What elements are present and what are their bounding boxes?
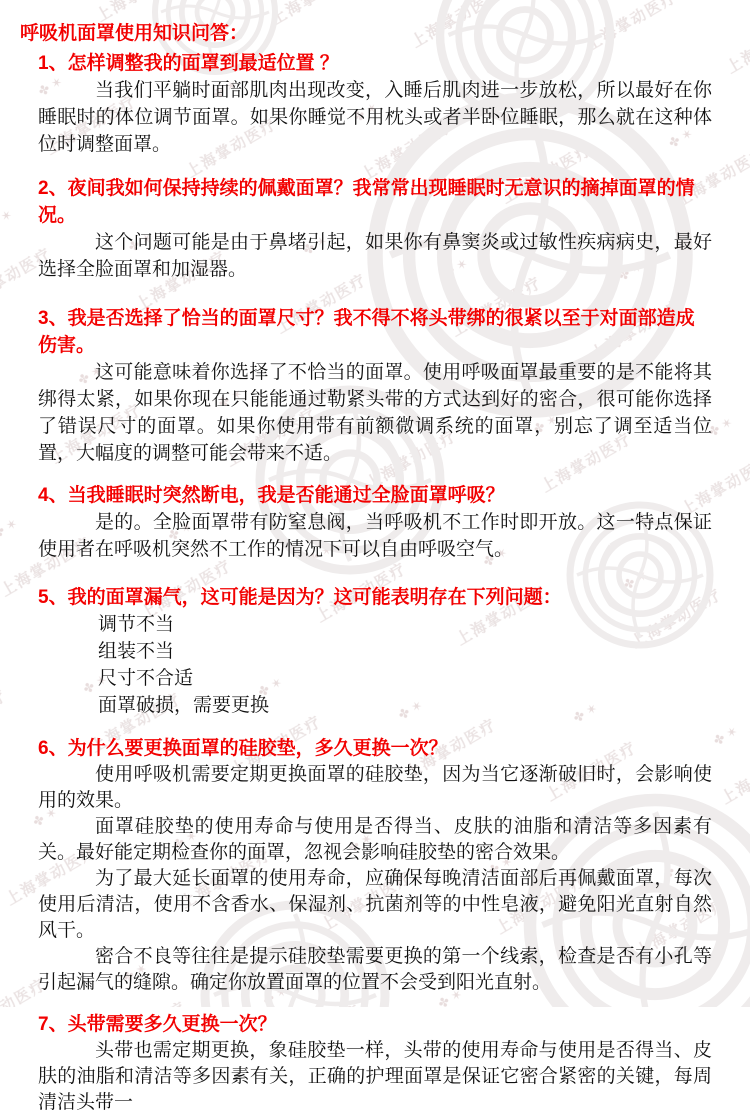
page-title: 呼吸机面罩使用知识问答： bbox=[20, 23, 249, 44]
answer-4-paragraph-1: 是的。全脸面罩带有防窒息阀，当呼吸机不工作时即开放。这一特点保证使用者在呼吸机突然不工作的情况下可以自由呼吸空气。 bbox=[38, 512, 712, 560]
qa-section-6 bbox=[38, 736, 712, 996]
qa-section-1 bbox=[38, 50, 712, 158]
list-item-damage: 面罩破损，需要更换 bbox=[98, 695, 270, 716]
answer-1-paragraph-1: 当我们平躺时面部肌肉出现改变，入睡后肌肉进一步放松，所以最好在你睡眠时的体位调节面罩。如果你睡觉不用枕头或者半卧位睡眠，那么就在这种体位时调整面罩。 bbox=[38, 80, 712, 155]
qa-section-2 bbox=[38, 175, 712, 283]
qa-section-5 bbox=[38, 584, 712, 719]
list-item-assembly: 组装不当 bbox=[98, 641, 175, 662]
answer-2-paragraph-1: 这个问题可能是由于鼻堵引起，如果你有鼻窦炎或过敏性疾病病史，最好选择全脸面罩和加湿器。 bbox=[38, 232, 712, 280]
answer-3-paragraph-1: 这可能意味着你选择了不恰当的面罩。使用呼吸面罩最重要的是不能将其绑得太紧，如果你现在只能能通过勒紧头带的方式达到好的密合，很可能你选择了错误尺寸的面罩。如果你使用带有前额微调系统的面罩，别忘了调至适当位置，大幅度的调整可能会带来不适。 bbox=[38, 362, 712, 464]
question-4: 4、当我睡眠时突然断电，我是否能通过全脸面罩呼吸？ bbox=[38, 485, 505, 506]
list-item-size: 尺寸不合适 bbox=[98, 668, 194, 689]
question-3: 3、我是否选择了恰当的面罩尺寸？我不得不将头带绑的很紧以至于对面部造成伤害。 bbox=[38, 308, 695, 356]
question-2: 2、夜间我如何保持持续的佩戴面罩？我常常出现睡眠时无意识的摘掉面罩的情况。 bbox=[38, 178, 695, 226]
answer-7-paragraph-1: 头带也需定期更换，象硅胶垫一样，头带的使用寿命与使用是否得当、皮肤的油脂和清洁等多因素有关，正确的护理面罩是保证它密合紧密的关键，每周清洁头带一 bbox=[38, 1040, 712, 1113]
question-1: 1、怎样调整我的面罩到最适位置 ？ bbox=[38, 53, 339, 74]
answer-6-paragraph-1: 使用呼吸机需要定期更换面罩的硅胶垫，因为当它逐渐破旧时，会影响使用的效果。 bbox=[38, 764, 712, 811]
qa-section-4 bbox=[38, 482, 712, 563]
question-6: 6、为什么要更换面罩的硅胶垫，多久更换一次？ bbox=[38, 738, 448, 759]
answer-6-paragraph-4: 密合不良等往往是提示硅胶垫需要更换的第一个线索，检查是否有小孔等引起漏气的缝隙。确定你放置面罩的位置不会受到阳光直射。 bbox=[38, 946, 712, 993]
answer-6-paragraph-2: 面罩硅胶垫的使用寿命与使用是否得当、皮肤的油脂和清洁等多因素有关。最好能定期检查你的面罩，忽视会影响硅胶垫的密合效果。 bbox=[38, 816, 712, 863]
question-5: 5、我的面罩漏气，这可能是因为？这可能表明存在下列问题： bbox=[38, 587, 562, 608]
list-item-adjustment: 调节不当 bbox=[98, 614, 175, 635]
leak-causes-list bbox=[38, 611, 712, 719]
qa-section-7 bbox=[38, 1012, 712, 1116]
question-7: 7、头带需要多久更换一次？ bbox=[38, 1014, 277, 1035]
qa-section-3 bbox=[38, 305, 712, 467]
answer-6-paragraph-3: 为了最大延长面罩的使用寿命，应确保每晚清洁面部后再佩戴面罩，每次使用后清洁，使用不含香水、保湿剂、抗菌剂等的中性皂液，避免阳光直射自然风干。 bbox=[38, 868, 712, 941]
